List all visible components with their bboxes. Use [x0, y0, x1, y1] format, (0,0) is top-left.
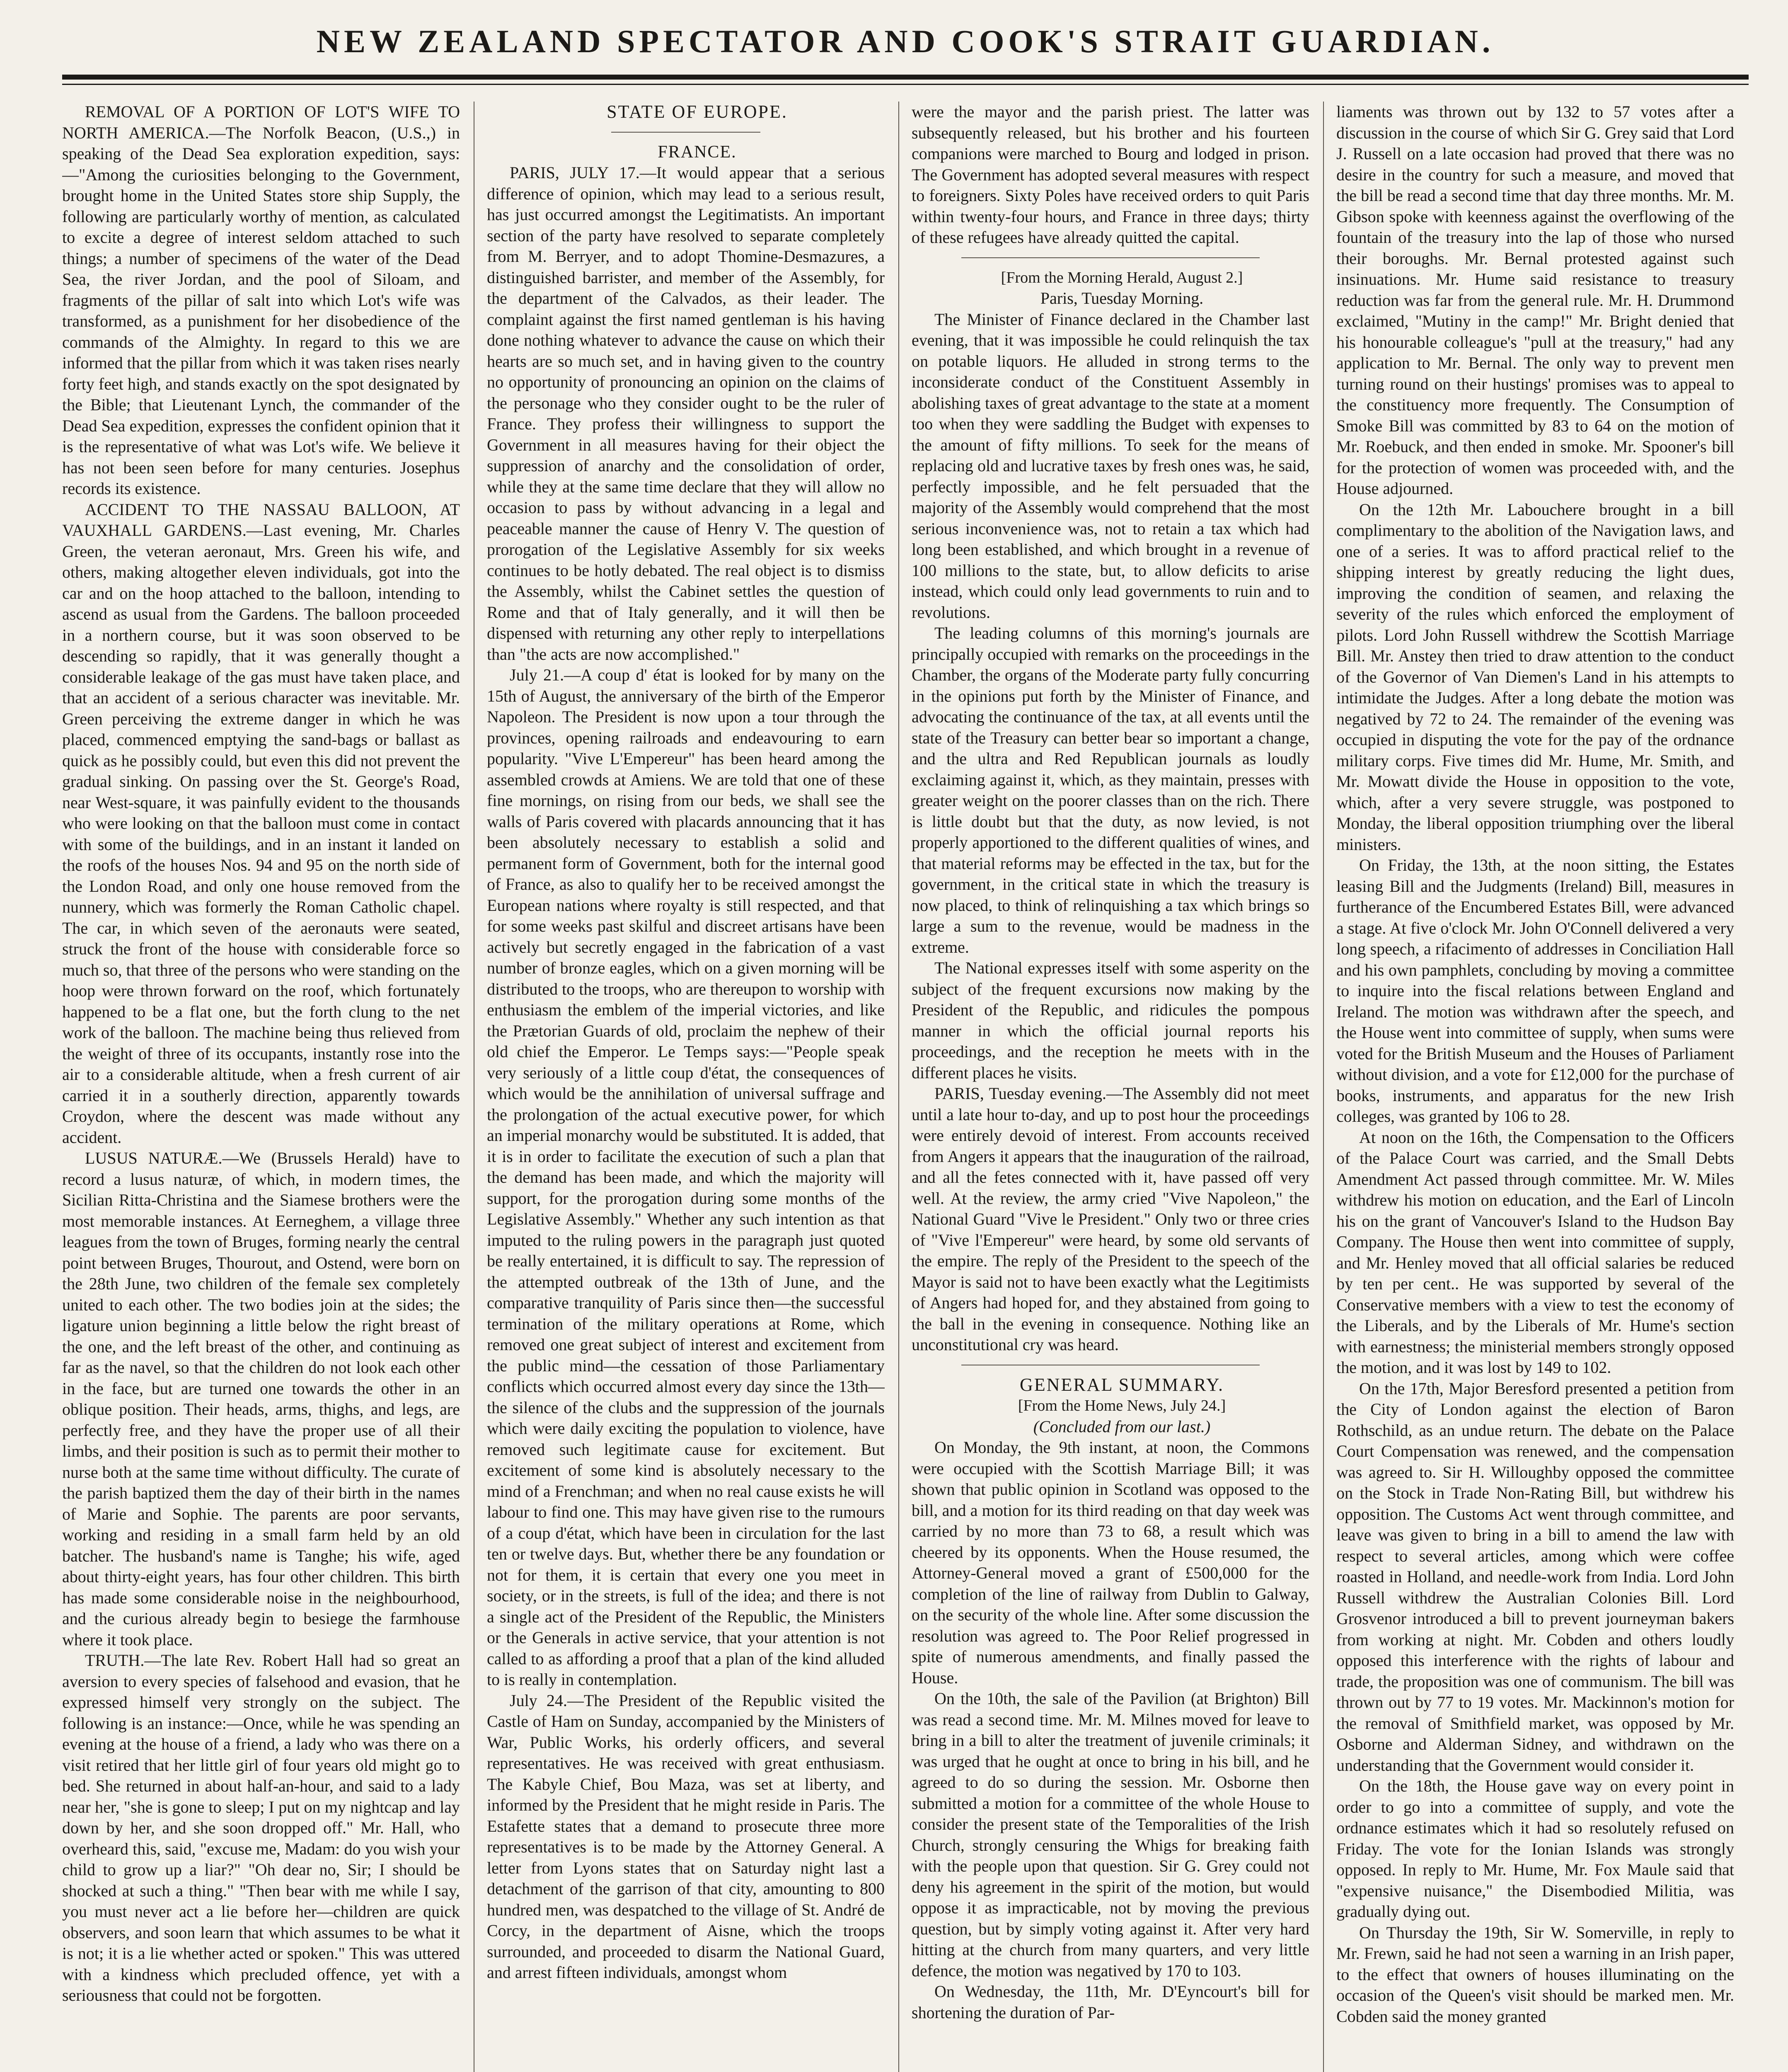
newspaper-title: NEW ZEALAND SPECTATOR AND COOK'S STRAIT GUARDIAN.	[316, 23, 1495, 59]
column-3-summary	[912, 1437, 1309, 2023]
column-divider	[898, 102, 899, 2072]
concluded-note: (Concluded from our last.)	[1033, 1417, 1211, 1436]
article-paragraph: At noon on the 16th, the Compensation to the Officers of the Palace Court was carried, and the Small Debts Amendment Act passed through committee. Mr. W. Miles withdrew his motion on education, and the Earl of Lincoln his on the grant of Vancouver's Island to the Hudson Bay Company. The House then went into committee of supply, and Mr. Henley moved that all official salaries be reduced by ten per cent.. He was supported by several of the Conservative members with a view to test the economy of the Liberals, and by the Liberals of Mr. Hume's section with earnestness; the ministerial members strongly opposed the motion, and it was lost by 149 to 102.	[1336, 1128, 1734, 1377]
column-3	[912, 102, 1309, 2072]
article-paragraph: were the mayor and the parish priest. The latter was subsequently released, but his brother and his fourteen companions were marched to Bourg and lodged in prison. The Government has adopted several measures with respect to foreigners. Sixty Poles have received orders to quit Paris within twenty-four hours, and France in three days; thirty of these refugees have already quitted the capital.	[912, 102, 1309, 247]
masthead	[62, 17, 1749, 79]
article-paragraph: On Wednesday, the 11th, Mr. D'Eyncourt's bill for shortening the duration of Par-	[912, 1982, 1309, 2022]
column-2	[487, 102, 885, 2072]
source-morning-herald: [From the Morning Herald, August 2.]	[1001, 269, 1243, 286]
column-divider	[1323, 102, 1324, 2072]
article-paragraph: The leading columns of this morning's journals are principally occupied with remarks on the proceedings in the Chamber, the organs of the Moderate party fully concurring in the opinions put forth by the Minister of Finance, and advocating the continuance of the tax, at all events until the state of the Treasury can better bear so important a change, and the ultra and Red Republican journals as loudly exclaiming against it, which, as they maintain, presses with greater weight on the poorer classes than on the rich. There is little doubt but that the duty, as now levied, is not properly apportioned to the different qualities of wines, and that material reforms may be effected in the tax, but for the government, in the critical state in which the treasury is now placed, to think of relinquishing a tax which brings so large a sum to the revenue, would be madness in the extreme.	[912, 624, 1309, 956]
article-paragraph: PARIS, Tuesday evening.—The Assembly did not meet until a late hour to-day, and up to post hour the proceedings were entirely devoid of interest. From accounts received from Angers it appears that the inauguration of the railroad, and all the fetes connected with it, have passed off very well. At the review, the army cried "Vive Napoleon," the National Guard "Vive le President." Only two or three cries of "Vive l'Empereur" were heard, by some old servants of the empire. The reply of the President to the speech of the Mayor is said not to have been exactly what the Legitimists of Angers had hoped for, and they abstained from going to the ball in the evening in consequence. Nothing like an unconstitutional cry was heard.	[912, 1084, 1309, 1354]
title-rule	[611, 132, 760, 133]
article-paragraph: liaments was thrown out by 132 to 57 votes after a discussion in the course of which Sir G. Grey said that Lord J. Russell on a late occasion had proved that there was no desire in the country for such a measure, and moved that the bill be read a second time that day three months. Mr. M. Gibson spoke with keenness against the overflowing of the fountain of the treasury into the lap of those who nursed their boroughs. Mr. Bernal protested against such insinuations. Mr. Hume said resistance to treasury reduction was far from the general rule. Mr. H. Drummond exclaimed, "Mutiny in the camp!" Mr. Bright denied that his honourable colleague's "pull at the treasury," had any application to Mr. Bernal. The only way to prevent men turning round on their hustings' promises was to appeal to the constituency more frequently. The Consumption of Smoke Bill was committed by 83 to 64 on the motion of Mr. Roebuck, and then ended in smoke. Mr. Spooner's bill for the protection of women was proceeded with, and the House adjourned.	[1336, 102, 1734, 498]
column-3-intro	[912, 102, 1309, 248]
article-paragraph: PARIS, JULY 17.—It would appear that a serious difference of opinion, which may lead to a serious result, has just occurred amongst the Legitimatists. An important section of the party have resolved to separate completely from M. Berryer, and to adopt Thomine-Desmazures, a distinguished barrister, and member of the Assembly, for the department of the Calvados, as their leader. The complaint against the first named gentleman is his having done nothing whatever to advance the cause on which their hearts are so much set, and in having given to the country no opportunity of pronouncing an opinion on the claims of the personage who they consider ought to be the ruler of France. They profess their willingness to support the Government in all measures having for their object the suppression of anarchy and the consolidation of order, while they at the same time declare that they will allow no occasion to pass by without advancing in a legal and peaceable manner the cause of Henry V. The question of prorogation of the Legislative Assembly for six weeks continues to be hotly debated. The real object is to dismiss the Assembly, whilst the Cabinet settles the question of Rome and that of Italy generally, and it will then be dispensed with returning any other reply to interpellations than "the acts are now accomplished."	[487, 163, 885, 663]
article-paragraph: On Thursday the 19th, Sir W. Somerville, in reply to Mr. Frewn, said he had not seen a warning in an Irish paper, to the effect that owners of houses illuminating on the occasion of the Queen's visit should be marked men. Mr. Cobden said the money granted	[1336, 1923, 1734, 2026]
column-1	[62, 102, 460, 2072]
article-paragraph: ACCIDENT TO THE NASSAU BALLOON, AT VAUXHALL GARDENS.—Last evening, Mr. Charles Green, the veteran aeronaut, Mrs. Green his wife, and others, making altogether eleven individuals, got into the car and on the hoop attached to the balloon, intending to ascend as usual from the Gardens. The balloon proceeded in a northern course, but it was soon observed to be descending so rapidly, that it was generally thought a considerable leakage of the gas must have taken place, and that an accident of a serious character was inevitable. Mr. Green perceiving the extreme danger in which he was placed, commenced emptying the sand-bags or ballast as quick as he possibly could, but even this did not prevent the gradual sinking. On passing over the St. George's Road, near West-square, it was painfully evident to the thousands who were looking on that the balloon must come in contact with some of the buildings, and in an instant it landed on the roofs of the houses Nos. 94 and 95 on the north side of the London Road, and only one house removed from the nunnery, which was formerly the Roman Catholic chapel. The car, in which seven of the aeronauts were seated, struck the front of the house with considerable force so much so, that three of the persons who were standing on the hoop were thrown forward on the roof, which fortunately happened to be a flat one, but the forth clung to the net work of the balloon. The machine being thus relieved from the weight of three of its occupants, instantly rose into the air to a considerable altitude, when a fresh current of air carried it in a southerly direction, apparently towards Croydon, where the descent was made without any accident.	[62, 500, 460, 1147]
masthead-rule-thin	[62, 84, 1749, 85]
dateline: Paris, Tuesday Morning.	[1040, 289, 1204, 307]
article-paragraph: On the 10th, the sale of the Pavilion (at Brighton) Bill was read a second time. Mr. M. Milnes moved for leave to bring in a bill to alter the treatment of juvenile criminals; it was urged that he ought at once to bring in his bill, and he agreed to do so during the session. Mr. Osborne then submitted a motion for a committee of the whole House to consider the present state of the Temporalities of the Irish Church, strongly censuring the Whigs for breaking faith with the people upon that question. Sir G. Grey could not deny his agreement in the spirit of the motion, but would oppose it as impracticable, not by moving the previous question, but by simply voting against it. After very hard hitting at the church from many quarters, and very little defence, the motion was negatived by 170 to 103.	[912, 1689, 1309, 1980]
column-2-articles	[487, 162, 885, 1983]
article-paragraph: The National expresses itself with some asperity on the subject of the frequent excursions now making by the President of the Republic, and ridicules the pompous manner in which the official journal reports his proceedings, and the reception he meets with in the different places he visits.	[912, 959, 1309, 1082]
article-paragraph: The Minister of Finance declared in the Chamber last evening, that it was impossible he could relinquish the tax on potable liquors. He alluded in strong terms to the inconsiderate conduct of the Constituent Assembly in abolishing taxes of great advantage to the state at a moment too when they were saddling the Budget with expenses to the amount of fifty millions. To seek for the means of replacing old and lucrative taxes by fresh ones was, he said, perfectly impossible, and he felt persuaded that the majority of the Assembly would comprehend that the most serious inconvenience was, not to retain a tax which had long been established, and which brought in a revenue of 100 millions to the state, but, to allow deficits to arise instead, which could only lead governments to ruin and to revolutions.	[912, 310, 1309, 622]
section-title-general-summary: GENERAL SUMMARY.	[1020, 1374, 1224, 1395]
column-3-articles	[912, 309, 1309, 1356]
column-4-articles	[1336, 102, 1734, 2027]
article-paragraph: On the 18th, the House gave way on every point in order to go into a committee of supply, and vote the ordnance estimates which it had so resolutely refused on Friday. The vote for the Ionian Islands was strongly opposed. In reply to Mr. Hume, Mr. Fox Maule said that "expensive nuisance," the Disembodied Militia, was gradually dying out.	[1336, 1777, 1734, 1921]
article-paragraph: July 21.—A coup d' état is looked for by many on the 15th of August, the anniversary of the birth of the Emperor Napoleon. The President is now upon a tour through the provinces, opening railroads and endeavouring to earn popularity. "Vive L'Empereur" has been heard among the assembled crowds at Amiens. We are told that one of these fine mornings, on rising from our beds, we shall see the walls of Paris covered with placards announcing that it has been absolutely necessary to establish a solid and permanent form of Government, both for the internal good of France, as also to qualify her to be received amongst the European nations where royalty is still respected, and that for some weeks past skilful and discreet artisans have been actively but secretly engaged in the fabrication of a vast number of bronze eagles, which on a given morning will be distributed to the troops, who are thereupon to worship with enthusiasm the emblem of the imperial victories, and like the Prætorian Guards of old, proclaim the nephew of their old chief the Emperor. Le Temps says:—"People speak very seriously of a little coup d'état, the consequences of which would be the annihilation of universal suffrage and the prolongation of the actual executive power, for which an imperial monarchy would be substituted. It is added, that it is in order to facilitate the execution of such a plan that the demand has been made, and which the majority will support, for the prorogation during some months of the Legislative Assembly." Whether any such intention as that imputed to the ruling powers in the paragraph just quoted be really entertained, it is difficult to say. The repression of the attempted outbreak of the 13th of June, and the comparative tranquility of Paris since then—the successful termination of the military operations at Rome, which removed one great subject of interest and excitement from the public mind—the cessation of those Parliamentary conflicts which occurred almost every day since the 13th—the silence of the clubs and the suppression of the journals which were daily exciting the population to violence, have removed such legitimate cause for excitement. But excitement of some kind is absolutely necessary to the mind of a Frenchman; and when no real cause exists he will labour to find one. This may have given rise to the rumours of a coup d'état, which have been in circulation for the last ten or twelve days. But, whether there be any foundation or not for them, it is certain that every one you meet in society, or in the streets, is full of the idea; and there is not a single act of the President of the Republic, the Ministers or the Generals in active service, that your attention is not called to as affording a proof that a plan of the kind alluded to is really in contemplation.	[487, 666, 885, 1689]
article-paragraph: TRUTH.—The late Rev. Robert Hall had so great an aversion to every species of falsehood and evasion, that he expressed himself very strongly on the subject. The following is an instance:—Once, while he was spending an evening at the house of a friend, a lady who was there on a visit retired that her little girl of four years old might go to bed. She returned in about half-an-hour, and said to a lady near her, "she is gone to sleep; I put on my nightcap and lay down by her, and she soon dropped off." Mr. Hall, who overheard this, said, "excuse me, Madam: do you wish your child to grow up a liar?" "Oh dear no, Sir; I should be shocked at such a thing." "Then bear with me while I say, you must never act a lie before her—children are quick observers, and soon learn that which assumes to be what it is not; it is a lie whether acted or spoken." This was uttered with a kindness which precluded offence, yet with a seriousness that could not be forgotten.	[62, 1651, 460, 2004]
column-4	[1336, 102, 1734, 2072]
article-paragraph: On the 12th Mr. Labouchere brought in a bill complimentary to the abolition of the Navigation laws, and one of a series. It was to afford practical relief to the shipping interest by greatly reducing the light dues, improving the condition of seamen, and relaxing the severity of the rules which enforced the employment of pilots. Lord John Russell withdrew the Scottish Marriage Bill. Mr. Anstey then tried to draw attention to the conduct of the Governor of Van Diemen's Land in his attempts to intimidate the Judges. After a long debate the motion was negatived by 72 to 24. The remainder of the evening was occupied in disputing the vote for the pay of the ordnance military corps. Five times did Mr. Hume, Mr. Smith, and Mr. Mowatt divide the House in opposition to the vote, which, after a very severe struggle, was postponed to Monday, the liberal opposition triumphing over the liberal ministers.	[1336, 500, 1734, 854]
article-paragraph: July 24.—The President of the Republic visited the Castle of Ham on Sunday, accompanied by the Ministers of War, Public Works, his orderly officers, and several representatives. He was received with great enthusiasm. The Kabyle Chief, Bou Maza, was set at liberty, and informed by the President that he might reside in Paris. The Estafette states that a demand to prosecute three more representatives is to be made by the Attorney General. A letter from Lyons states that on Saturday night last a detachment of the garrison of that city, amounting to 800 hundred men, was despatched to the village of St. André de Corcy, in the department of Aisne, which the troops surrounded, and proceeded to disarm the National Guard, and arrest fifteen individuals, amongst whom	[487, 1691, 885, 1982]
article-rule	[961, 257, 1260, 258]
subsection-title-france: FRANCE.	[658, 142, 737, 162]
column-1-articles	[62, 102, 460, 2006]
article-paragraph: REMOVAL OF A PORTION OF LOT'S WIFE TO NORTH AMERICA.—The Norfolk Beacon, (U.S.,) in speaking of the Dead Sea exploration expedition, says:—"Among the curiosities belonging to the Government, brought home in the United States store ship Supply, the following are particularly worthy of mention, as calculated to excite a degree of interest seldom attached to such things; a number of specimens of the water of the Dead Sea, the river Jordan, and the pool of Siloam, and fragments of the pillar of salt into which Lot's wife was transformed, as a punishment for her disobedience of the commands of the Almighty. In regard to this we are informed that the pillar from which it was taken rises nearly forty feet high, and stands exactly on the spot designated by the Bible; that Lieutenant Lynch, the commander of the Dead Sea expedition, expresses the confident opinion that it is the representative of what was Lot's wife. We believe it has not been seen before for many centuries. Josephus records its existence.	[62, 102, 460, 498]
article-paragraph: On Monday, the 9th instant, at noon, the Commons were occupied with the Scottish Marriage Bill; it was shown that public opinion in Scotland was opposed to the bill, and a motion for its third reading on that day week was carried by no more than 73 to 68, a result which was cheered by its opponents. When the House resumed, the Attorney-General moved a grant of £500,000 for the completion of the line of railway from Dublin to Galway, on the security of the whole line. After some discussion the resolution was agreed to. The Poor Relief progressed in spite of numerous amendments, and finally passed the House.	[912, 1438, 1309, 1687]
source-home-news: [From the Home News, July 24.]	[1018, 1397, 1226, 1414]
article-paragraph: On Friday, the 13th, at the noon sitting, the Estates leasing Bill and the Judgments (Ireland) Bill, measures in furtherance of the Encumbered Estates Bill, were advanced a stage. At five o'clock Mr. John O'Connell delivered a very long speech, a rifacimento of addresses in Conciliation Hall and his own pamphlets, concluding by moving a committee to inquire into the fiscal relations between England and Ireland. The motion was withdrawn after the speech, and the House went into committee of supply, when sums were voted for the British Museum and the Houses of Parliament without division, and a vote for £12,000 for the purchase of books, instruments, and apparatus for the new Irish colleges, was granted by 106 to 28.	[1336, 856, 1734, 1126]
article-paragraph: LUSUS NATURÆ.—We (Brussels Herald) have to record a lusus naturæ, of which, in modern times, the Sicilian Ritta-Christina and the Siamese brothers were the most memorable instances. At Eerneghem, a village three leagues from the town of Bruges, forming nearly the central point between Bruges, Thourout, and Ostend, were born on the 28th June, two children of the female sex completely united to each other. The two bodies join at the sides; the ligature union beginning a little below the right breast of the one, and the left breast of the other, and continuing as far as the navel, so that the children do not look each other in the face, but are turned one towards the other in an oblique position. Their heads, arms, thighs, and legs, are perfectly free, and they have the proper use of all their limbs, and their position is such as to permit their mother to nurse both at the same time without difficulty. The curate of the parish baptized them the day of their birth in the names of Marie and Sophie. The parents are poor servants, working and residing in a small farm held by an old batcher. The husband's name is Tanghe; his wife, aged about thirty-eight years, has four other children. This birth has made some considerable noise in the neighbourhood, and the curious already begin to besiege the farmhouse where it took place.	[62, 1149, 460, 1649]
masthead-rule-thick	[62, 75, 1749, 80]
section-title-state-of-europe: STATE OF EUROPE.	[607, 102, 788, 122]
article-paragraph: On the 17th, Major Beresford presented a petition from the City of London against the election of Baron Rothschild, as an undue return. The debate on the Palace Court Compensation was renewed, and the compensation was agreed to. Sir H. Willoughby opposed the committee on the Stock in Trade Non-Rating Bill, but withdrew his opposition. The Customs Act went through committee, and leave was given to bring in a bill to amend the law with respect to several articles, among which were coffee roasted in Holland, and needle-work from India. Lord John Russell withdrew the Australian Colonies Bill. Lord Grosvenor introduced a bill to prevent journeyman bakers from working at night. Mr. Cobden and others loudly opposed this interference with the rights of labour and trade, the proposition was one of communism. The bill was thrown out by 77 to 19 votes. Mr. Mackinnon's motion for the removal of Smithfield market, was opposed by Mr. Osborne and Alderman Sidney, and withdrawn on the understanding that the Government would consider it.	[1336, 1379, 1734, 1774]
